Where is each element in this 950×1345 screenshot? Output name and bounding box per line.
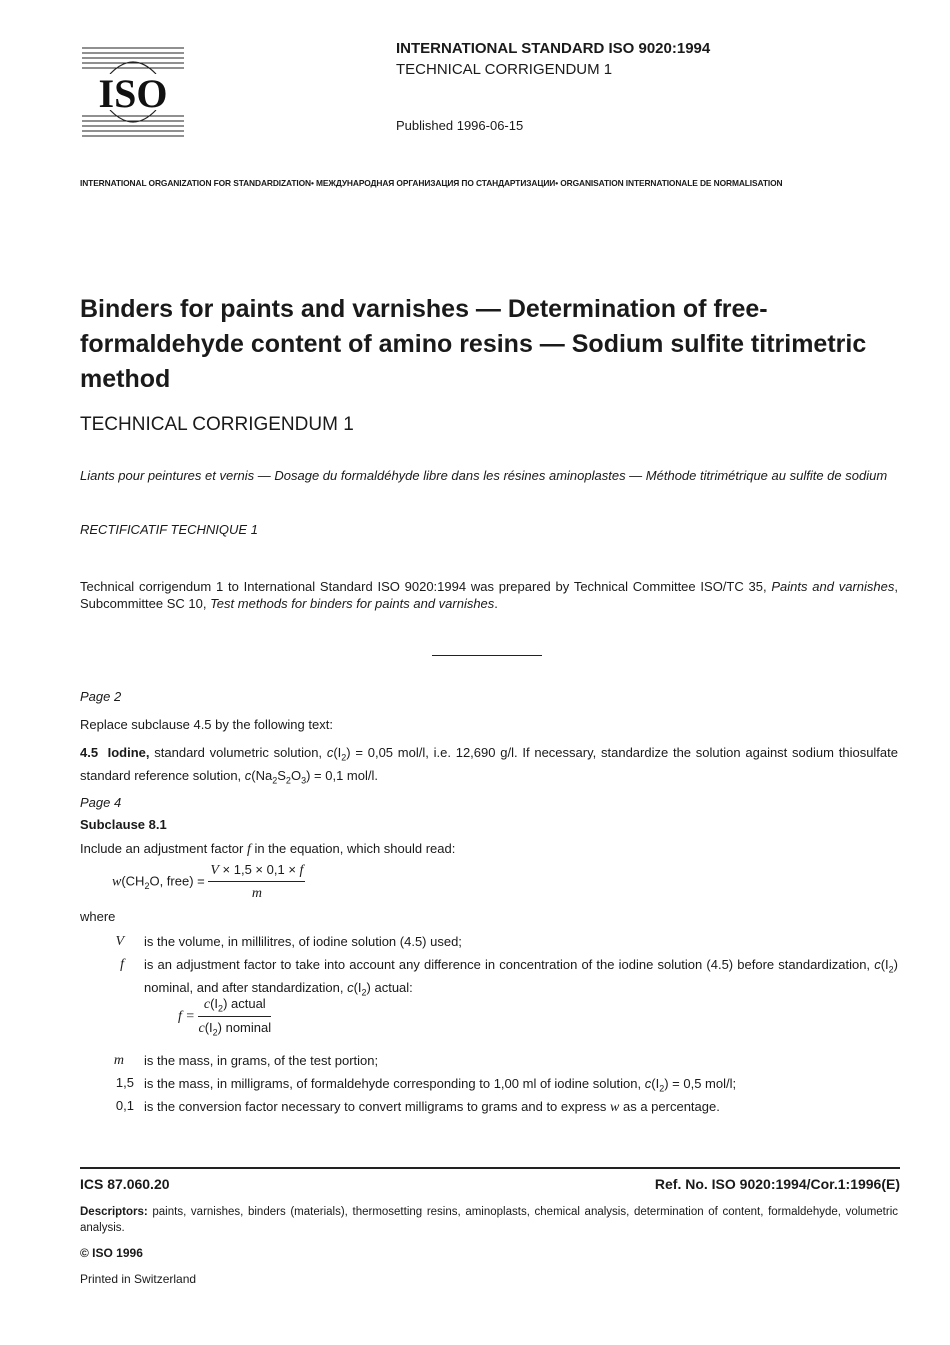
reference-number: Ref. No. ISO 9020:1994/Cor.1:1996(E) bbox=[654, 1176, 900, 1192]
equation-fraction: $\frac{V \times 1,5 \times 0,1 \times f}{m}$ bbox=[210, 862, 304, 901]
symbol-m: m bbox=[113, 1053, 124, 1068]
page-2-instruction: Replace subclause 4.5 by the following text: bbox=[80, 717, 333, 732]
corrigendum-heading: TECHNICAL CORRIGENDUM 1 bbox=[80, 414, 354, 435]
definition-f: is an adjustment factor to take into account any difference in concentration of the iodine solution (4.5) before standardization, $c(I_2)$ nominal, and after standardization, $c(I_2)$ actual: bbox=[144, 957, 898, 998]
f-equation: f = $\frac{c(I_2) actual}{c(I_2) nominal}$ bbox=[178, 996, 272, 1038]
svg-text:ISO: ISO bbox=[98, 71, 168, 116]
symbol-1-5: 1,5 bbox=[115, 1075, 134, 1090]
published-date: Published 1996-06-15 bbox=[396, 118, 524, 133]
symbol-v: V bbox=[115, 934, 124, 949]
definition-0-1: is the conversion factor necessary to convert milligrams to grams and to express w as a percentage. bbox=[144, 1099, 720, 1115]
symbol-f: f bbox=[120, 957, 124, 972]
f-equation-fraction: $\frac{c(I_2) actual}{c(I_2) nominal}$ bbox=[198, 996, 272, 1038]
printed-in: Printed in Switzerland bbox=[80, 1272, 197, 1286]
main-equation: $w(CH_2O$, free) = $\frac{V \times 1,5 \times 0,1 \times f}{m}$ bbox=[112, 862, 304, 901]
french-corrigendum: RECTIFICATIF TECHNIQUE 1 bbox=[80, 522, 258, 537]
subclause-4-5: 4.5 Iodine, standard volumetric solution, $c(I_2) = 0,05$ mol/l, i.e. 12,690 g/l. If necessary, standardize the solution against sodium thiosulfate standard reference solution, $c(Na_2S_2O_3) = 0,1$ mol/l. bbox=[80, 745, 898, 786]
iso-logo bbox=[80, 44, 186, 140]
footer-rule bbox=[80, 1167, 900, 1169]
definition-v: is the volume, in millilitres, of iodine solution (4.5) used; bbox=[144, 934, 462, 949]
descriptors: Descriptors: paints, varnishes, binders (materials), thermosetting resins, aminoplasts, chemical analysis, determination of content, formaldehyde, volumetric analysis. bbox=[80, 1206, 898, 1234]
subclause-8-1-heading: Subclause 8.1 bbox=[80, 817, 167, 832]
preparation-statement: Technical corrigendum 1 to International Standard ISO 9020:1994 was prepared by Technical Committee ISO/TC 35, Paints and varnishes, Subcommittee SC 10, Test methods for binders for paints and varnishes. bbox=[80, 579, 899, 611]
document-title: Binders for paints and varnishes — Determination of free-formaldehyde content of amino resins — Sodium sulfite titrimetric method bbox=[80, 295, 867, 393]
separator-rule bbox=[432, 655, 542, 656]
copyright: © ISO 1996 bbox=[80, 1246, 143, 1260]
corrigendum-label: TECHNICAL CORRIGENDUM 1 bbox=[396, 61, 613, 78]
symbol-0-1: 0,1 bbox=[115, 1098, 134, 1113]
definition-1-5: is the mass, in milligrams, of formaldehyde corresponding to 1,00 ml of iodine solution, $c(I_2) = 0,5$ mol/l; bbox=[144, 1076, 737, 1094]
definition-m: is the mass, in grams, of the test portion; bbox=[144, 1053, 379, 1068]
standard-title: INTERNATIONAL STANDARD ISO 9020:1994 bbox=[396, 40, 711, 57]
page-4-instruction: Include an adjustment factor f in the equation, which should read: bbox=[80, 841, 456, 857]
ics-code: ICS 87.060.20 bbox=[80, 1176, 170, 1192]
organization-line: INTERNATIONAL ORGANIZATION FOR STANDARDIZATION• МЕЖДУНАРОДНАЯ ОРГАНИЗАЦИЯ ПО СТАНДАРТИЗАЦИИ• ORGANISATION INTERNATIONALE DE NORMALISATION bbox=[80, 178, 783, 188]
page-2-label: Page 2 bbox=[80, 689, 122, 704]
page-4-label: Page 4 bbox=[80, 795, 122, 810]
french-title: Liants pour peintures et vernis — Dosage du formaldéhyde libre dans les résines aminoplastes — Méthode titrimétrique au sulfite de sodium bbox=[80, 468, 888, 483]
where-label: where bbox=[80, 909, 116, 924]
